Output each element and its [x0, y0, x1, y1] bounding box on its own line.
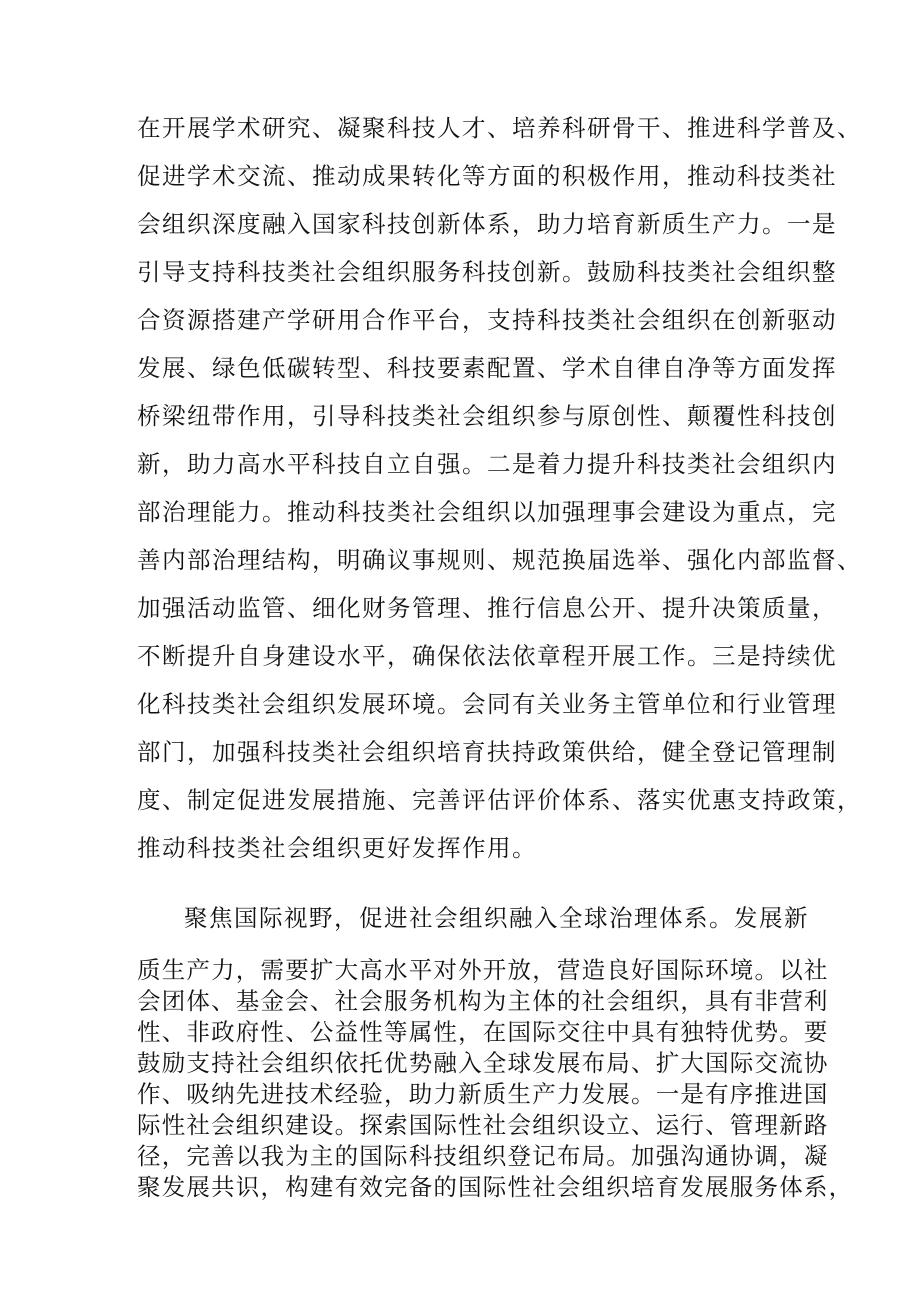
text-line: 聚发展共识，构建有效完备的国际性社会组织培育发展服务体系，: [137, 1173, 854, 1201]
text-line: 合资源搭建产学研用合作平台，支持科技类社会组织在创新驱动: [137, 306, 837, 334]
text-line: 际性社会组织建设。探索国际性社会组织设立、运行、管理新路: [137, 1111, 829, 1139]
text-line: 不断提升自身建设水平，确保依法依章程开展工作。三是持续优: [137, 642, 837, 670]
text-line: 性、非政府性、公益性等属性，在国际交往中具有独特优势。要: [137, 1018, 829, 1046]
text-line: 化科技类社会组织发展环境。会同有关业务主管单位和行业管理: [137, 690, 837, 718]
text-line: 发展、绿色低碳转型、科技要素配置、学术自律自净等方面发挥: [137, 354, 837, 382]
text-line: 加强活动监管、细化财务管理、推行信息公开、提升决策质量，: [137, 594, 837, 622]
text-line: 度、制定促进发展措施、完善评估评价体系、落实优惠支持政策，: [137, 786, 862, 814]
text-line: 桥梁纽带作用，引导科技类社会组织参与原创性、颠覆性科技创: [137, 402, 837, 430]
text-line: 作、吸纳先进技术经验，助力新质生产力发展。一是有序推进国: [137, 1080, 829, 1108]
text-line: 鼓励支持社会组织依托优势融入全球发展布局、扩大国际交流协: [137, 1049, 829, 1077]
text-line: 促进学术交流、推动成果转化等方面的积极作用，推动科技类社: [137, 162, 837, 190]
text-line: 聚焦国际视野，促进社会组织融入全球治理体系。发展新: [184, 904, 809, 932]
text-line: 推动科技类社会组织更好发挥作用。: [137, 834, 537, 862]
text-line: 径，完善以我为主的国际科技组织登记布局。加强沟通协调，凝: [137, 1142, 829, 1170]
text-line: 部治理能力。推动科技类社会组织以加强理事会建设为重点，完: [137, 498, 837, 526]
text-line: 会组织深度融入国家科技创新体系，助力培育新质生产力。一是: [137, 210, 837, 238]
text-line: 在开展学术研究、凝聚科技人才、培养科研骨干、推进科学普及、: [137, 114, 862, 142]
text-line: 善内部治理结构，明确议事规则、规范换届选举、强化内部监督、: [137, 546, 862, 574]
text-line: 部门，加强科技类社会组织培育扶持政策供给，健全登记管理制: [137, 738, 837, 766]
text-line: 会团体、基金会、社会服务机构为主体的社会组织，具有非营利: [137, 987, 829, 1015]
text-line: 新，助力高水平科技自立自强。二是着力提升科技类社会组织内: [137, 450, 837, 478]
text-line: 引导支持科技类社会组织服务科技创新。鼓励科技类社会组织整: [137, 258, 837, 286]
text-line: 质生产力，需要扩大高水平对外开放，营造良好国际环境。以社: [137, 956, 829, 984]
